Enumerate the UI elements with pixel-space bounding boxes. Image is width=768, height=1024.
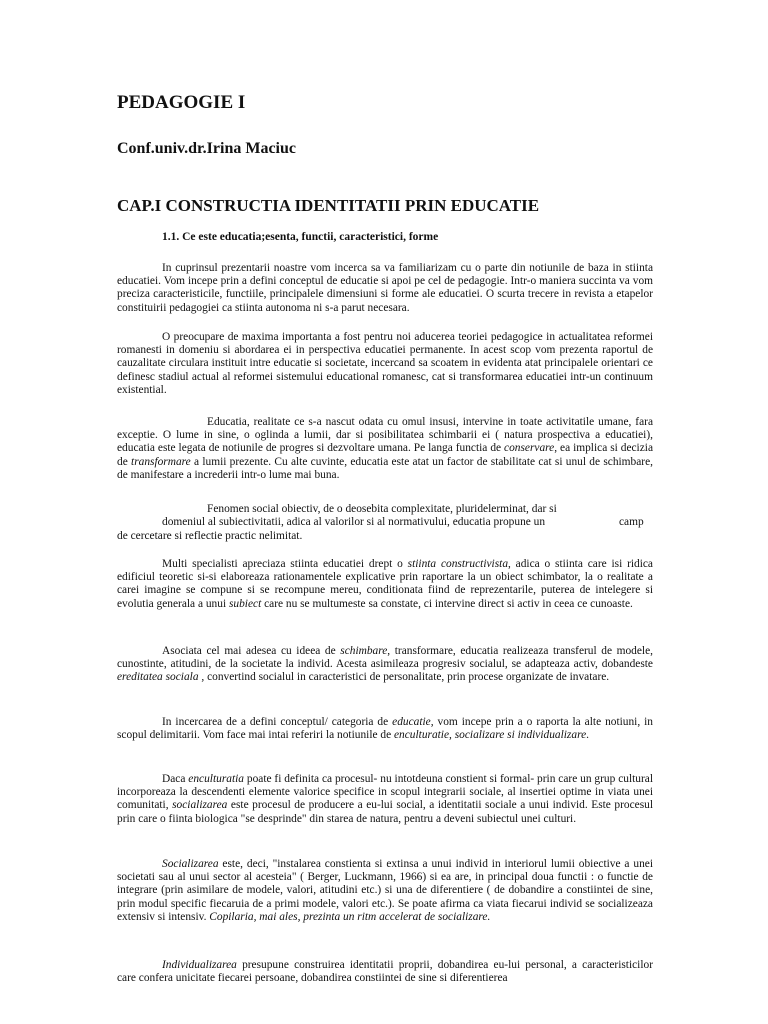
paragraph-intro: In cuprinsul prezentarii noastre vom incerca sa va familiarizam cu o parte din notiunile de baza in stiinta educatiei. Vom incepe prin a defini conceptul de educatie si apoi pe cel de pedagogie. Intr-o maniera succinta va vom preciza caracteristicile, functiile, principalele dimensiuni si forme ale educatiei. O scurta trecere in revista a etapelor constituirii pedagogiei ca stiinta autonoma ni s-a parut necesara. <box>117 262 653 314</box>
section-heading: 1.1. Ce este educatia;esenta, functii, caracteristici, forme <box>162 231 439 243</box>
paragraph-preocupare: O preocupare de maxima importanta a fost pentru noi aducerea teoriei pedagogice in actualitatea reformei romanesti in domeniu si abordarea ei in perspectiva educatiei permanente. In acest scop vom prezenta raportul de cauzalitate circulara instituit intre educatie si societate, incercand sa scoatem in evidenta atat principalele orientari ce definesc stadiul actual al reformei sistemului educational romanesc, cat si transformarea educatiei intr-un continuum existential. <box>117 331 653 396</box>
paragraph-educatia: Educatia, realitate ce s-a nascut odata cu omul insusi, intervine in toate activitatile umane, fara exceptie. O lume in sine, o oglinda a lumii, dar si posibilitatea schimbarii ei ( natura prospectiva a educatiei), educatia este legata de notiunile de progres si dezvoltare umana. Pe langa functia de conservare, ea implica si decizia de transformare a lumii prezente. Cu alte cuvinte, educatia este atat un factor de stabilitate cat si unul de schimbare, de manifestare a increderii intr-o lume mai buna. <box>117 416 653 481</box>
paragraph-enculturatia: Daca enculturatia poate fi definita ca procesul- nu intotdeuna constient si formal- prin care un grup cultural incorporeaza la descendenti elemente valorice specifice in scopul integrarii sociale, al insertiei optime in viata unei comunitati, socializarea este procesul de producere a eu-lui social, a identitatii sociale a unui individ. Este procesul prin care o fiinta biologica "se desprinde" din starea de natura, pentru a deveni subiectul unei culturi. <box>117 773 653 825</box>
paragraph-incercarea: In incercarea de a defini conceptul/ categoria de educatie, vom incepe prin a o raporta la alte notiuni, in scopul delimitarii. Vom face mai intai referiri la notiunile de enculturatie, socializare si individualizare. <box>117 716 653 742</box>
document-page: PEDAGOGIE I Conf.univ.dr.Irina Maciuc CAP.I CONSTRUCTIA IDENTITATII PRIN EDUCATIE 1.1. Ce este educatia;esenta, functii, caracteristici, forme In cuprinsul prezentarii noastre vom incerca sa va familiarizam cu o parte din notiunile de baza in stiinta educatiei. Vom incepe prin a defini conceptul de educatie si apoi pe cel de pedagogie. Intr-o maniera succinta va vom preciza caracteristicile, functiile, principalele dimensiuni si forme ale educatiei. O scurta trecere in revista a etapelor constituirii pedagogiei ca stiinta autonoma ni s-a parut necesara. O preocupare de maxima importanta a fost pentru noi aducerea teoriei pedagogice in actualitatea reformei romanesti in domeniu si abordarea ei in perspectiva educatiei permanente. In acest scop vom prezenta raportul de cauzalitate circulara instituit intre educatie si societate, incercand sa scoatem in evidenta atat principalele orientari ce definesc stadiul actual al reformei sistemului educational romanesc, cat si transformarea educatiei intr-un continuum existential. Educatia, realitate ce s-a nascut odata cu omul insusi, intervine in toate activitatile umane, fara exceptie. O lume in sine, o oglinda a lumii, dar si posibilitatea schimbarii ei ( natura prospectiva a educatiei), educatia este legata de notiunile de progres si dezvoltare umana. Pe langa functia de conservare, ea implica si decizia de transformare a lumii prezente. Cu alte cuvinte, educatia este atat un factor de stabilitate cat si unul de schimbare, de manifestare a increderii intr-o lume mai buna. Fenomen social obiectiv, de o deosebita complexitate, pluridelerminat, dar si domeniul al subiectivitatii, adica al valorilor si al normativului, educatia propune un camp de cercetare si reflectie practic nelimitat. Multi specialisti apreciaza stiinta educatiei drept o stiinta constructivista, adica o stiinta care isi ridica edificiul teoretic si-si elaboreaza rationamentele explicative prin raportare la un obiect schimbator, la o realitate a carei imagine se compune si se recompune mereu, conditionata fiind de reprezentarile, puterea de intelegere si evolutia generala a unui subiect care nu se multumeste sa constate, ci intervine direct si activ in ceea ce cunoaste. Asociata cel mai adesea cu ideea de schimbare, transformare, educatia realizeaza transferul de modele, cunostinte, atitudini, de la societate la individ. Acesta asimileaza progresiv socialul, se adapteaza activ, dobandeste ereditatea sociala , convertind socialul in caracteristici de personalitate, prin procese organizate de invatare. In incercarea de a defini conceptul/ categoria de educatie, vom incepe prin a o raporta la alte notiuni, in scopul delimitarii. Vom face mai intai referiri la notiunile de enculturatie, socializare si individualizare. Daca enculturatia poate fi definita ca procesul- nu intotdeuna constient si formal- prin care un grup cultural incorporeaza la descendenti elemente valorice specifice in scopul integrarii sociale, al insertiei optime in viata unei comunitati, socializarea este procesul de producere a eu-lui social, a identitatii sociale a unui individ. Este procesul prin care o fiinta biologica "se desprinde" din starea de natura, pentru a deveni subiectul unei culturi. Socializarea este, deci, "instalarea constienta si extinsa a unui individ in interiorul lumii obiective a unei societati sau al unui sector al acesteia" ( Berger, Luckmann, 1966) si ea are, in principal doua functii : o functie de integrare (prin asimilare de modele, valori, atitudini etc.) si una de diferentiere ( de dobandire a constiintei de sine, prin modul specific fiecaruia de a primi modele, valori etc.). Se poate afirma ca viata fiecarui individ se socializeaza extensiv si intensiv. Copilaria, mai ales, prezinta un ritm accelerat de socializare. Individualizarea presupune construirea identitatii proprii, dobandirea eu-lui personal, a caracteristicilor care confera unicitate fiecarei persoane, dobandirea constiintei de sine si diferentierea <box>117 92 653 985</box>
chapter-heading: CAP.I CONSTRUCTIA IDENTITATII PRIN EDUCATIE <box>117 196 540 215</box>
paragraph-asociata: Asociata cel mai adesea cu ideea de schimbare, transformare, educatia realizeaza transferul de modele, cunostinte, atitudini, de la societate la individ. Acesta asimileaza progresiv socialul, se adapteaza activ, dobandeste ereditatea sociala , convertind socialul in caracteristici de personalitate, prin procese organizate de invatare. <box>117 645 653 684</box>
paragraph-individualizarea: Individualizarea presupune construirea identitatii proprii, dobandirea eu-lui personal, a caracteristicilor care confera unicitate fiecarei persoane, dobandirea constiintei de sine si diferentierea <box>117 959 653 985</box>
document-title: PEDAGOGIE I <box>117 92 246 113</box>
paragraph-socializarea: Socializarea este, deci, "instalarea constienta si extinsa a unui individ in interiorul lumii obiective a unei societati sau al unui sector al acesteia" ( Berger, Luckmann, 1966) si ea are, in principal doua functii : o functie de integrare (prin asimilare de modele, valori, atitudini etc.) si una de diferentiere ( de dobandire a constiintei de sine, prin modul specific fiecaruia de a primi modele, valori etc.). Se poate afirma ca viata fiecarui individ se socializeaza extensiv si intensiv. Copilaria, mai ales, prezinta un ritm accelerat de socializare. <box>117 858 653 923</box>
author-line: Conf.univ.dr.Irina Maciuc <box>117 140 296 157</box>
paragraph-specialisti: Multi specialisti apreciaza stiinta educatiei drept o stiinta constructivista, adica o stiinta care isi ridica edificiul teoretic si-si elaboreaza rationamentele explicative prin raportare la un obiect schimbator, la o realitate a carei imagine se compune si se recompune mereu, conditionata fiind de reprezentarile, puterea de intelegere si evolutia generala a unui subiect care nu se multumeste sa constate, ci intervine direct si activ in ceea ce cunoaste. <box>117 558 653 610</box>
